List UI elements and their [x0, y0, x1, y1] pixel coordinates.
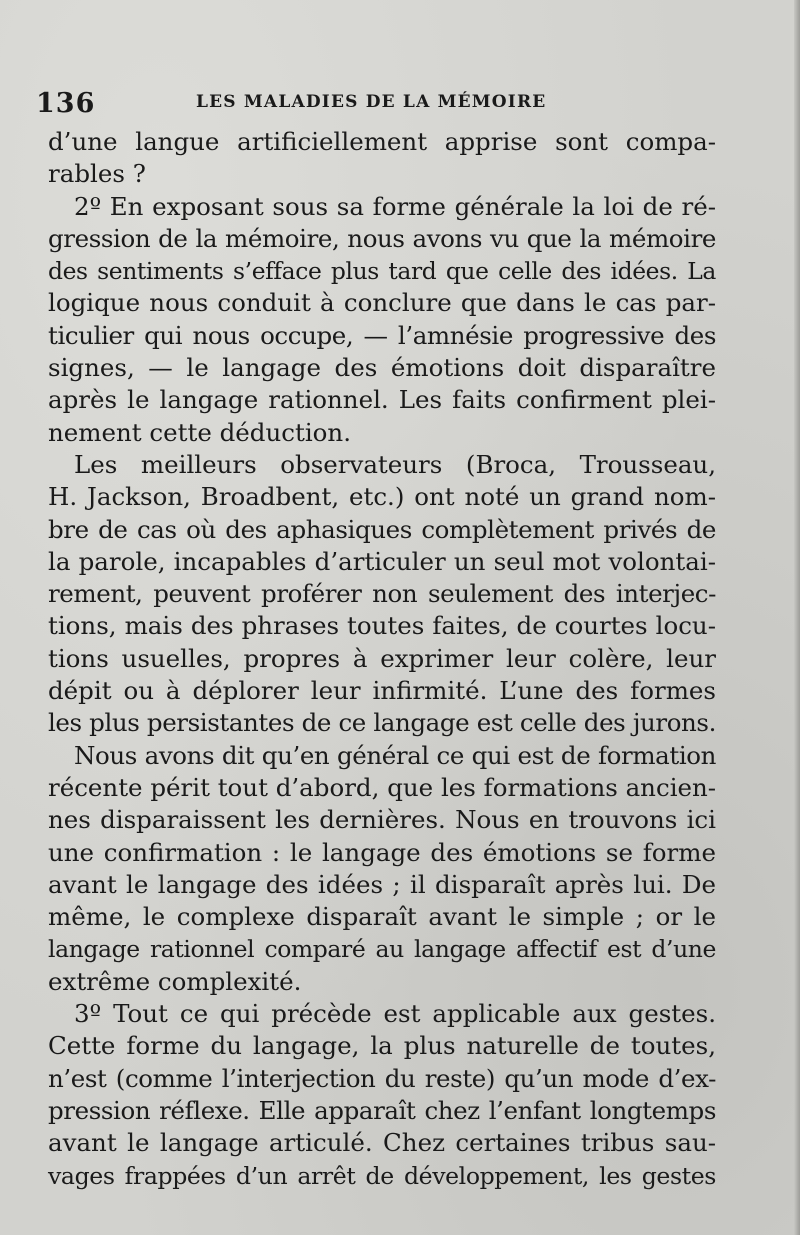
text-line: des sentiments s’efface plus tard que celle des idées. La [48, 257, 716, 286]
text-line: langage rationnel comparé au langage affectif est d’une [48, 935, 716, 964]
running-title: LES MALADIES DE LA MÉMOIRE [196, 92, 547, 112]
text-line: gression de la mémoire, nous avons vu que la mémoire [48, 223, 716, 253]
text-line: rables ? [48, 159, 146, 189]
page-header [36, 88, 736, 124]
text-line: Cette forme du langage, la plus naturelle de toutes, [48, 1031, 716, 1061]
text-line: avant le langage des idées ; il disparaît après lui. De [48, 869, 716, 899]
text-line: une confirmation : le langage des émotions se forme [48, 837, 716, 867]
text-line: extrême complexité. [48, 966, 302, 996]
text-line: même, le complexe disparaît avant le simple ; or le [48, 902, 716, 932]
text-line: la parole, incapables d’articuler un seul mot volontai- [48, 546, 716, 576]
text-line: H. Jackson, Broadbent, etc.) ont noté un grand nom- [48, 482, 716, 512]
text-line: nement cette déduction. [48, 417, 351, 447]
text-line: signes, — le langage des émotions doit disparaître [48, 353, 716, 383]
text-line: Les meilleurs observateurs (Broca, Trousseau, [74, 449, 716, 479]
text-line: Nous avons dit qu’en général ce qui est de formation [74, 740, 716, 770]
text-line: logique nous conduit à conclure que dans le cas par- [48, 288, 716, 318]
text-line: 3º Tout ce qui précède est applicable aux gestes. [74, 999, 716, 1029]
text-line: vages frappées d’un arrêt de développement, les gestes [48, 1161, 716, 1190]
text-line: après le langage rationnel. Les faits confirment plei- [48, 385, 716, 415]
text-line: n’est (comme l’interjection du reste) qu’un mode d’ex- [48, 1063, 716, 1093]
page-edge-shadow [794, 0, 800, 1235]
text-line: tions, mais des phrases toutes faites, de courtes locu- [48, 611, 716, 641]
text-line: rement, peuvent proférer non seulement des interjec- [48, 579, 716, 609]
text-line: d’une langue artificiellement apprise sont compa- [48, 127, 716, 156]
text-line: bre de cas où des aphasiques complètement privés de [48, 514, 716, 544]
text-line: pression réflexe. Elle apparaît chez l’enfant longtemps [48, 1095, 716, 1125]
text-line: nes disparaissent les dernières. Nous en trouvons ici [48, 805, 716, 835]
text-line: avant le langage articulé. Chez certaines tribus sau- [48, 1128, 716, 1158]
text-line: dépit ou à déplorer leur infirmité. L’une des formes [48, 676, 716, 706]
page-number: 136 [36, 88, 96, 119]
text-line: tions usuelles, propres à exprimer leur colère, leur [48, 643, 716, 673]
text-line: les plus persistantes de ce langage est celle des jurons. [48, 708, 716, 738]
text-line: récente périt tout d’abord, que les formations ancien- [48, 772, 717, 802]
text-line: ticulier qui nous occupe, — l’amnésie progressive des [48, 320, 716, 350]
text-line: 2º En exposant sous sa forme générale la loi de ré- [74, 191, 716, 221]
body-text [48, 126, 716, 1192]
